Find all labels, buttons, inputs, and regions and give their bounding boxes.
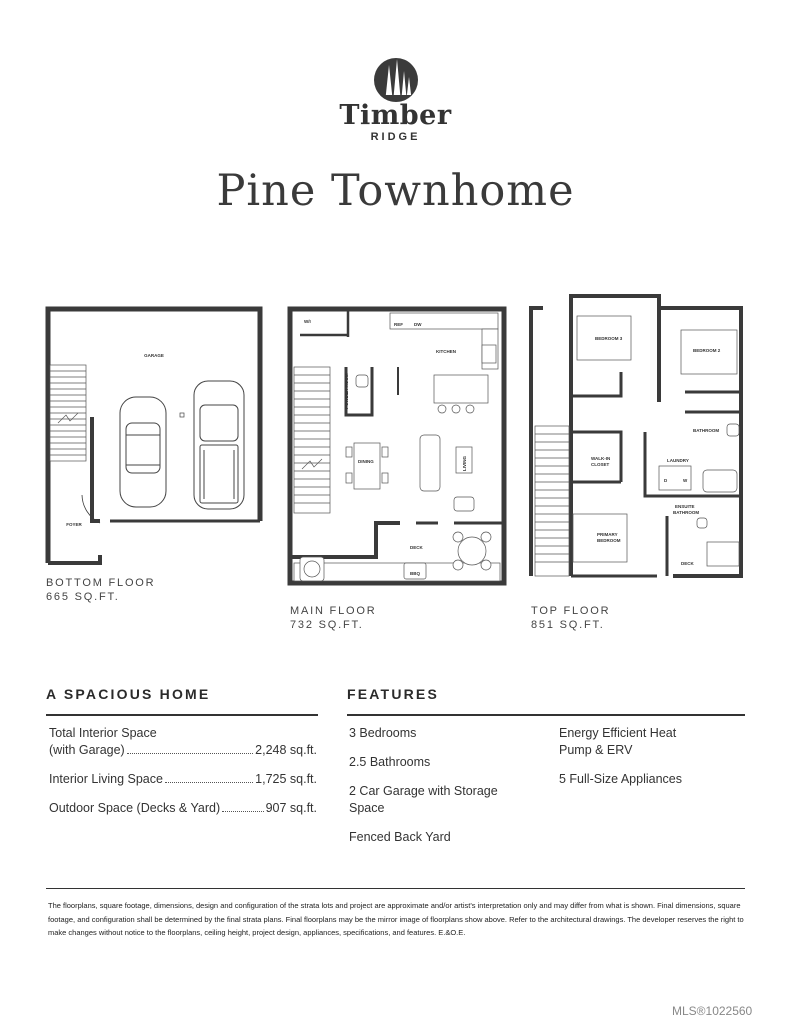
primary-label-2: BEDROOM: [597, 538, 621, 543]
page-title: Pine Townhome: [216, 166, 575, 216]
foyer-label: FOYER: [66, 522, 82, 527]
dw-label: DW: [414, 322, 422, 327]
car-1: [120, 397, 166, 507]
spacious-divider: [46, 714, 318, 716]
features-divider: [347, 714, 745, 716]
brand-subname: RIDGE: [370, 131, 421, 143]
feature-item: Fenced Back Yard: [349, 830, 451, 844]
washer-label: W: [683, 478, 688, 483]
car-2: [194, 381, 244, 509]
living-label: LIVING: [462, 455, 467, 471]
main-floor-label: MAIN FLOOR 732 SQ.FT.: [290, 605, 377, 631]
primary-label-1: PRIMARY: [597, 532, 618, 537]
brand-name: Timber: [339, 100, 452, 131]
spacious-heading: A SPACIOUS HOME: [46, 686, 211, 702]
spacious-row-total: Total Interior Space (with Garage) 2,248 sq.ft.: [49, 726, 317, 757]
garage-label: GARAGE: [144, 353, 164, 358]
disclaimer-text: The floorplans, square footage, dimensions, design and configuration of the strata lots and project are approximate and/or artist's interpretation only and may differ from what is shown. Final dimensions, square footage, and configuration shall be determined by the final strata plans. Final floorplans may be the mirror image of floorplans show above. Refer to the architectural drawings. The developer reserves the right to make changes without notice to the floorplans, ceiling height, project design, appliances, specifications, and features. E.&O.E.: [48, 901, 744, 937]
walkin-label-2: CLOSET: [591, 462, 610, 467]
ref-label: REF: [394, 322, 403, 327]
top-floor-label: TOP FLOOR 851 SQ.FT.: [531, 605, 611, 631]
bathroom-label: BATHROOM: [693, 428, 720, 433]
bottom-floor-plan: [44, 305, 264, 567]
bedroom-3-label: BEDROOM 3: [595, 336, 623, 341]
main-floor-plan: [286, 305, 508, 587]
bbq-label: BBQ: [410, 571, 420, 576]
features-heading: FEATURES: [347, 686, 440, 702]
feature-item: Energy Efficient Heat Pump & ERV: [559, 726, 677, 757]
ensuite-label-1: ENSUITE: [675, 504, 695, 509]
bedroom-2-label: BEDROOM 2: [693, 348, 721, 353]
feature-item: 5 Full-Size Appliances: [559, 772, 682, 786]
disclaimer-divider: [46, 888, 745, 889]
dryer-label: D: [664, 478, 668, 483]
wi-label: W/I: [304, 319, 311, 324]
dining-label: DINING: [358, 459, 374, 464]
walkin-label-1: WALK-IN: [591, 456, 611, 461]
timber-ridge-logo-mark: [371, 57, 421, 103]
feature-item: 2 Car Garage with Storage Space: [349, 784, 498, 815]
ensuite-label-2: BATHROOM: [673, 510, 700, 515]
deck-label: DECK: [410, 545, 423, 550]
feature-item: 2.5 Bathrooms: [349, 755, 431, 769]
spacious-row-living: Interior Living Space 1,725 sq.ft.: [49, 772, 317, 786]
top-floor-plan: [527, 286, 749, 590]
mls-watermark: MLS®1022560: [672, 1004, 753, 1018]
powder-room-label: POWDER ROOM: [344, 373, 349, 409]
kitchen-label: KITCHEN: [436, 349, 456, 354]
top-deck-label: DECK: [681, 561, 694, 566]
feature-item: 3 Bedrooms: [349, 726, 417, 740]
laundry-label: LAUNDRY: [667, 458, 689, 463]
spacious-row-outdoor: Outdoor Space (Decks & Yard) 907 sq.ft.: [49, 801, 317, 815]
bottom-floor-label: BOTTOM FLOOR 665 SQ.FT.: [46, 577, 156, 603]
